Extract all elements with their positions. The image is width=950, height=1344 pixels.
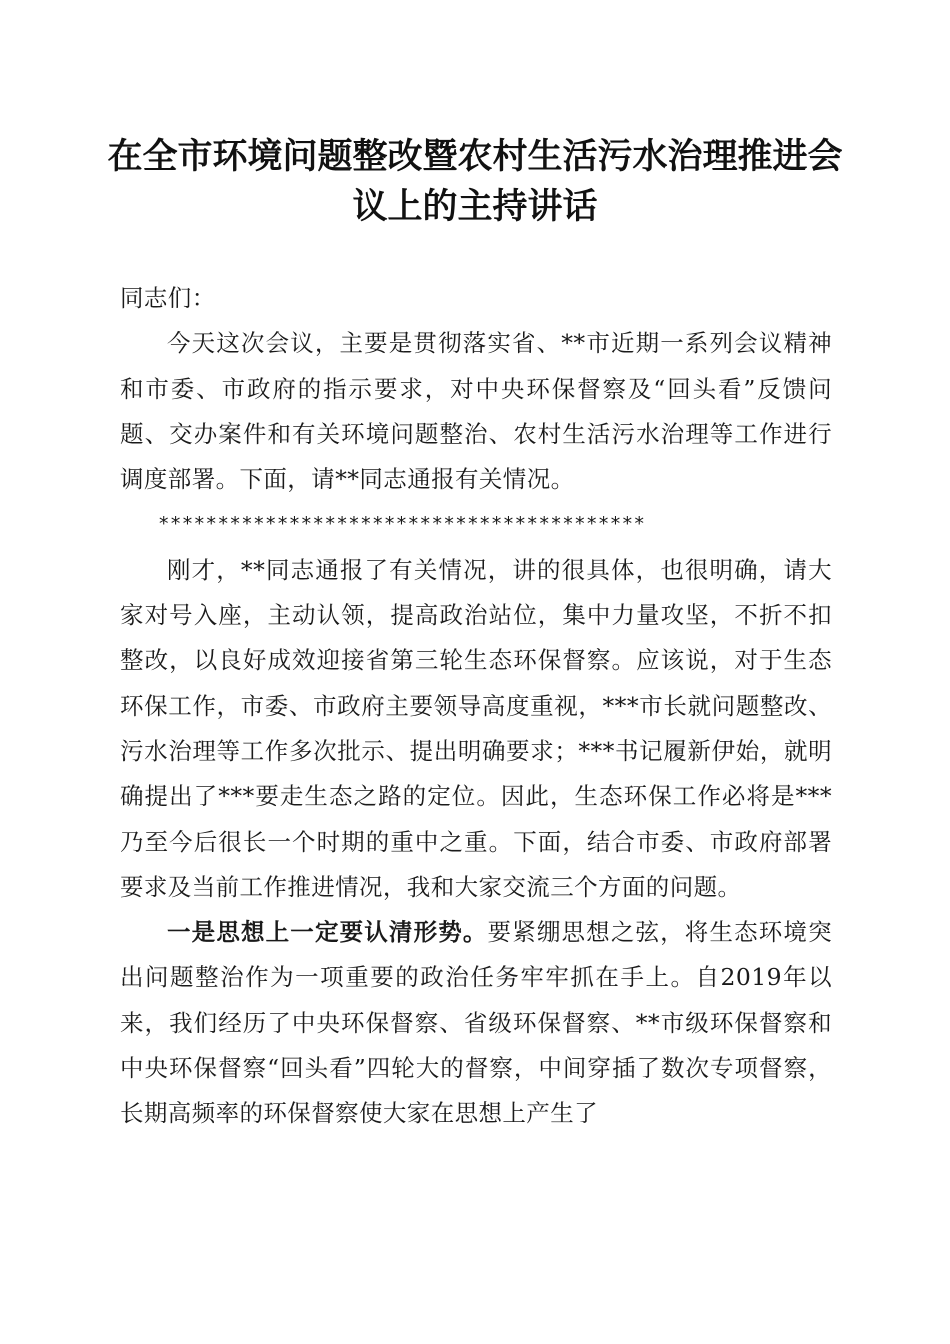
paragraph-section-one xyxy=(120,910,832,1136)
separator-asterisks: ***************************************** xyxy=(158,513,646,536)
section-one-text: 要紧绷思想之弦，将生态环境突出问题整治作为一项重要的政治任务牢牢抓在手上。自2019年以来，我们经历了中央环保督察、省级环保督察、**市级环保督察和中央环保督察“回头看”四轮大的督察，中间穿插了数次专项督察，长期高频率的环保督察使大家在思想上产生了 xyxy=(120,918,832,1128)
paragraph-summary: 刚才，**同志通报了有关情况，讲的很具体，也很明确，请大家对号入座，主动认领，提高政治站位，集中力量攻坚，不折不扣整改，以良好成效迎接省第三轮生态环保督察。应该说，对于生态环保工作，市委、市政府主要领导高度重视，***市长就问题整改、污水治理等工作多次批示、提出明确要求；***书记履新伊始，就明确提出了***要走生态之路的定位。因此，生态环保工作必将是***乃至今后很长一个时期的重中之重。下面，结合市委、市政府部署要求及当前工作推进情况，我和大家交流三个方面的问题。 xyxy=(120,555,832,901)
salutation: 同志们： xyxy=(120,284,216,312)
paragraph-intro: 今天这次会议，主要是贯彻落实省、**市近期一系列会议精神和市委、市政府的指示要求，对中央环保督察及“回头看”反馈问题、交办案件和有关环境问题整治、农村生活污水治理等工作进行调度部署。下面，请**同志通报有关情况。 xyxy=(120,329,832,494)
document-title: 在全市环境问题整改暨农村生活污水治理推进会议上的主持讲话 xyxy=(107,136,843,227)
document-body xyxy=(120,276,832,1137)
section-one-heading: 一是思想上一定要认清形势。 xyxy=(167,918,488,947)
